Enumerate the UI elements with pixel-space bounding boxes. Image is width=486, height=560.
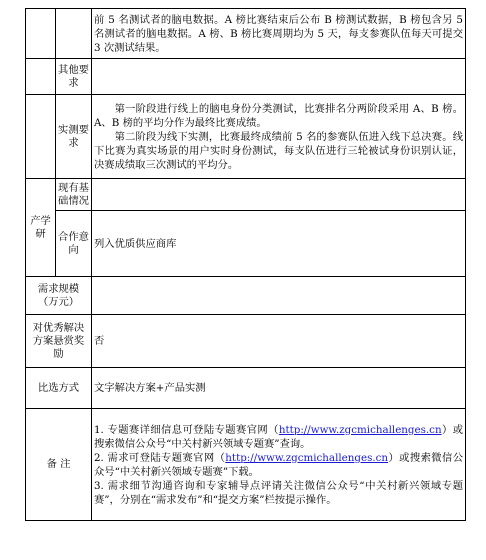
note-item-1: [94, 423, 463, 451]
notes-label: 备 注: [26, 409, 92, 521]
row-continuation: [26, 9, 466, 59]
note-item-1-pre: 1. 专题赛详细信息可登陆专题赛官网（: [94, 423, 279, 436]
note-item-2-post: ）或搜索微信公众号“中关村新兴领域专题赛”下载。: [94, 451, 463, 478]
demand-scale-value: [92, 277, 466, 315]
note-item-2: [94, 451, 463, 479]
comparison-method-value: 文字解决方案+产品实测: [92, 368, 466, 409]
field-test-paragraph-2: 第二阶段为线下实测，比赛最终成绩前 5 名的参赛队伍进入线下总决赛。线下比赛为真实场景的用户实时身份测试，每支队伍进行三轮被试身份识别认证，决赛成绩取三次测试的平均分。: [94, 130, 463, 171]
cooperation-intent-label: 合作意向: [56, 211, 92, 277]
field-test-label: 实测要求: [56, 95, 92, 179]
note-item-1-post: ）或搜索微信公众号“中关村新兴领域专题赛”查询。: [94, 423, 463, 450]
other-requirements-value: [92, 59, 466, 95]
cell-blank-left: [26, 9, 56, 59]
cell-blank-left: [26, 95, 56, 179]
row-other-requirements: [26, 59, 466, 95]
row-comparison-method: [26, 368, 466, 409]
existing-basis-label: 现有基础情况: [56, 179, 92, 211]
demand-scale-label: 需求规模（万元）: [26, 277, 92, 315]
notes-value: [92, 409, 466, 521]
note-item-3: 3. 需求细节沟通咨询和专家辅导点评请关注微信公众号“中关村新兴领域专题赛”，分别在“需求发布”和“提交方案”栏按提示操作。: [94, 479, 463, 506]
note-item-2-pre: 2. 需求可登陆专题赛官网（: [94, 451, 226, 464]
cooperation-intent-value: 列入优质供应商库: [92, 211, 466, 277]
reward-value: 否: [92, 315, 466, 368]
comparison-method-label: 比选方式: [26, 368, 92, 409]
industry-academia-label: 产学研: [26, 179, 56, 277]
note-item-2-link[interactable]: http://www.zgcmichallenges.cn: [225, 451, 389, 464]
row-cooperation-intent: [26, 211, 466, 277]
cell-blank-left: [26, 59, 56, 95]
existing-basis-value: [92, 179, 466, 211]
row-reward: [26, 315, 466, 368]
field-test-value: [92, 95, 466, 179]
row-notes: [26, 409, 466, 521]
reward-label: 对优秀解决方案悬赏奖励: [26, 315, 92, 368]
row-demand-scale: [26, 277, 466, 315]
requirements-table: [25, 8, 466, 521]
cell-blank-mid: [56, 9, 92, 59]
note-item-1-link[interactable]: http://www.zgcmichallenges.cn: [278, 423, 442, 436]
field-test-paragraph-1: 第一阶段进行线上的脑电身份分类测试，比赛排名分两阶段采用 A、B 榜。A、B 榜的平均分作为最终比赛成绩。: [94, 102, 463, 129]
other-requirements-label: 其他要求: [56, 59, 92, 95]
row-existing-basis: [26, 179, 466, 211]
row-field-test: [26, 95, 466, 179]
continuation-text: 前 5 名测试者的脑电数据。A 榜比赛结束后公布 B 榜测试数据，B 榜包含另 5 名测试者的脑电数据。A 榜、B 榜比赛周期均为 5 天，每支参赛队伍每天可提交 3 次测试结果。: [92, 9, 466, 59]
